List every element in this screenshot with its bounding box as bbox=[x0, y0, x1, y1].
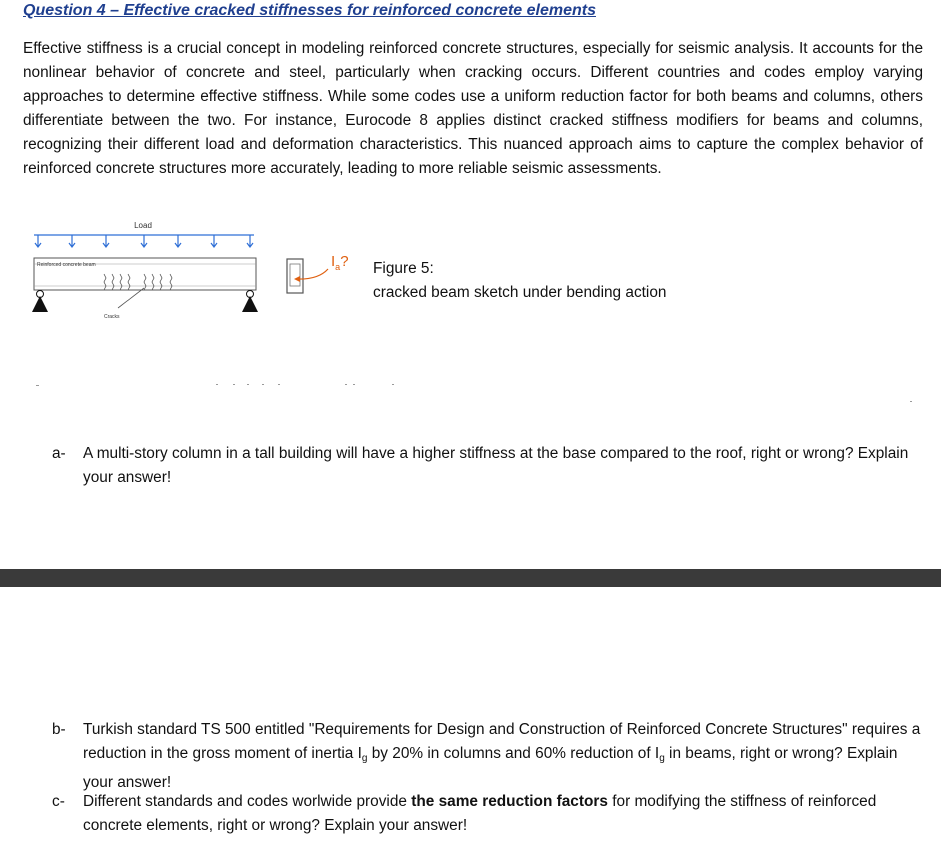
question-b-sub1: g bbox=[361, 753, 368, 764]
page-divider bbox=[0, 569, 941, 587]
inertia-symbol: $I_a$? bbox=[331, 253, 349, 272]
question-c-bold: the same reduction factors bbox=[411, 793, 608, 810]
question-a-text: A multi-story column in a tall building will have a higher stiffness at the base compared to the roof, right or wrong? Explain your answer! bbox=[83, 445, 909, 486]
question-a-marker: a- bbox=[52, 445, 66, 462]
question-b-sub2: g bbox=[659, 753, 665, 764]
question-b-part3: in beams, right or wrong? Explain your answer! bbox=[83, 745, 898, 791]
question-b-part1: Turkish standard TS 500 entitled "Requirements for Design and Construction of Reinforced Concrete Structures" requires a reduction in the gross moment of inertia I bbox=[83, 721, 921, 762]
cracks-pointer bbox=[118, 288, 144, 308]
question-c-part2: for modifying the stiffness of reinforced concrete elements, right or wrong? Explain your answer! bbox=[83, 793, 877, 834]
cracked-beam-figure bbox=[28, 216, 368, 326]
left-support bbox=[32, 291, 48, 313]
question-title: Question 4 – Effective cracked stiffnesses for reinforced concrete elements bbox=[23, 2, 596, 19]
load-arrows bbox=[35, 235, 253, 247]
caption-line-2: cracked beam sketch under bending action bbox=[373, 284, 667, 301]
beam-label: Reinforced concrete beam bbox=[37, 262, 96, 268]
load-label: Load bbox=[134, 221, 152, 230]
question-c-marker: c- bbox=[52, 793, 65, 810]
question-b-part2: by 20% in columns and 60% reduction of I bbox=[367, 745, 660, 762]
question-b-marker: b- bbox=[52, 721, 66, 738]
cracks-label: Cracks bbox=[104, 314, 120, 320]
figure-caption bbox=[373, 257, 666, 305]
caption-line-1: Figure 5: bbox=[373, 260, 434, 277]
question-b-text bbox=[83, 718, 923, 795]
question-c-text bbox=[83, 790, 923, 838]
right-support bbox=[242, 291, 258, 313]
question-c-part1: Different standards and codes worlwide provide bbox=[83, 793, 412, 810]
intro-paragraph: Effective stiffness is a crucial concept in modeling reinforced concrete structures, especially for seismic analysis. It accounts for the nonlinear behavior of concrete and steel, particularly when cracking occurs. Different countries and codes employ varying approaches to determine effective stiffness. While some codes use a uniform reduction factor for both beams and columns, others differentiate between the two. For instance, Eurocode 8 applies distinct cracked stiffness modifiers for beams and columns, recognizing their different load and deformation characteristics. This nuanced approach aims to capture the complex behavior of reinforced concrete structures more accurately, leading to more reliable seismic assessments. bbox=[23, 40, 923, 177]
scan-artifacts bbox=[0, 378, 941, 408]
